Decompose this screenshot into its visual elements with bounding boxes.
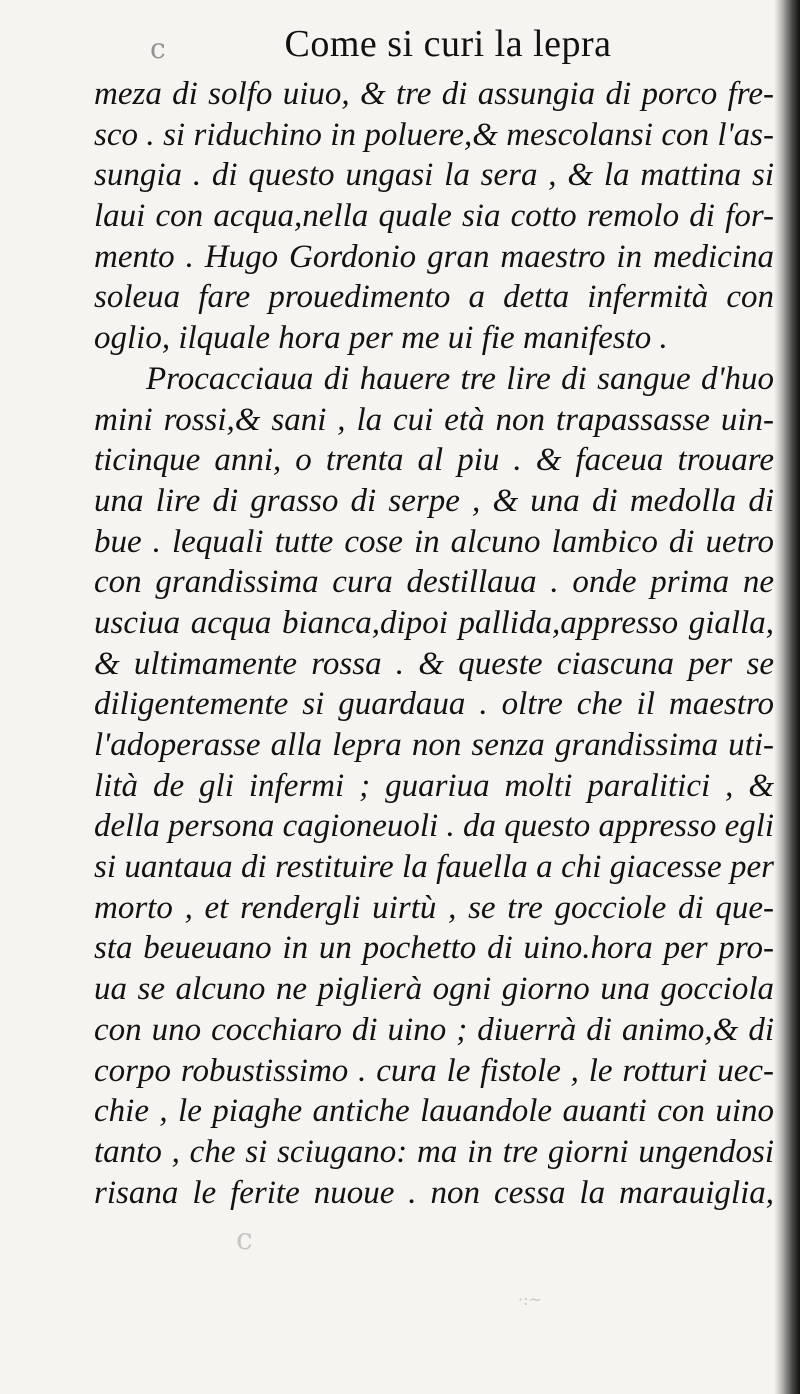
- text-line: meza di solfo uiuo, & tre di assungia di porco fre-: [94, 76, 774, 112]
- text-line: corpo robustissimo . cura le fistole , le rotturi uec-: [94, 1052, 774, 1089]
- text-line: tanto , che si sciugano: ma in tre giorni ungendosi: [94, 1133, 774, 1170]
- text-line: & ultimamente rossa . & queste ciascuna per se: [94, 645, 774, 682]
- running-header: [0, 22, 800, 66]
- text-line: si uantaua di restituire la fauella a chi giacesse per: [94, 849, 774, 886]
- text-line: usciua acqua bianca,dipoi pallida,appresso gialla,: [94, 604, 774, 641]
- text-line: ua se alcuno ne piglierà ogni giorno una gocciola: [94, 971, 774, 1008]
- page-gutter-shadow: [774, 0, 800, 1394]
- text-line: sta beueuano in un pochetto di uino.hora per pro-: [94, 930, 774, 967]
- text-line: sungia . di questo ungasi la sera , & la mattina si: [94, 157, 774, 194]
- text-line: ticinque anni, o trenta al piu . & faceua trouare: [94, 442, 774, 479]
- text-line: risana le ferite nuoue . non cessa la marauiglia,: [94, 1174, 774, 1211]
- text-line: soleua fare prouedimento a detta infermità con: [94, 279, 774, 316]
- body-text: [94, 74, 774, 1213]
- text-line: oglio, ilquale hora per me ui fie manifesto .: [94, 320, 668, 357]
- bleed-through-mark: c: [150, 32, 166, 65]
- text-line: diligentemente si guardaua . oltre che il maestro: [94, 686, 774, 723]
- text-line: mini rossi,& sani , la cui età non trapassasse uin-: [94, 401, 774, 438]
- text-line: bue . lequali tutte cose in alcuno lambico di uetro: [94, 523, 774, 560]
- text-line: con grandissima cura destillaua . onde prima ne: [94, 564, 774, 601]
- text-line: laui con acqua,nella quale sia cotto remolo di for-: [94, 198, 774, 235]
- text-line: lità de gli infermi ; guariua molti paralitici , &: [94, 767, 774, 804]
- text-line: una lire di grasso di serpe , & una di medolla di: [94, 482, 774, 519]
- text-line: con uno cocchiaro di uino ; diuerrà di animo,& di: [94, 1011, 774, 1048]
- text-line: della persona cagioneuoli . da questo appresso egli: [94, 808, 774, 845]
- text-line: Procacciaua di hauere tre lire di sangue d'huo: [146, 360, 774, 397]
- page-title: Come si curi la lepra: [284, 23, 612, 65]
- text-line: mento . Hugo Gordonio gran maestro in medicina: [94, 238, 774, 275]
- text-line: l'adoperasse alla lepra non senza grandissima uti-: [94, 727, 774, 763]
- bleed-through-mark: c: [236, 1222, 253, 1257]
- text-line: morto , et rendergli uirtù , se tre gocciole di que-: [94, 889, 774, 926]
- text-line: chie , le piaghe antiche lauandole auanti con uino: [94, 1093, 774, 1130]
- text-line: sco . si riduchino in poluere,& mescolansi con l'as-: [94, 116, 774, 153]
- bleed-through-mark: ·:~: [518, 1290, 542, 1309]
